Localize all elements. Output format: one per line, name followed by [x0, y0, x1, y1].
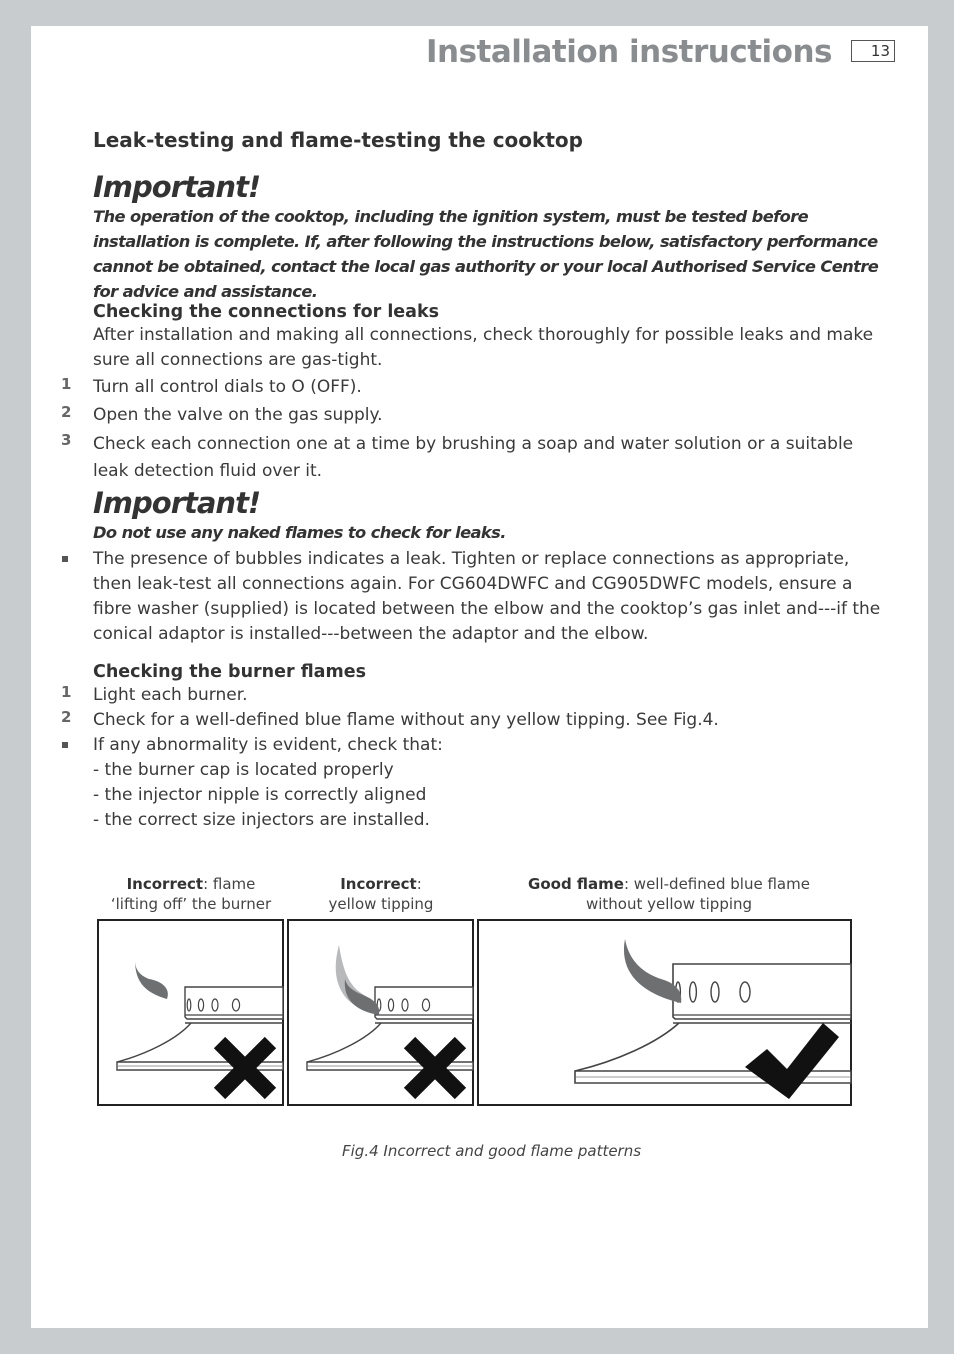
important-text: The operation of the cooktop, including the ignition system, must be tested before installation is complete. If, after following the instructions below, satisfactory performance cannot be obtained, contact the local gas authority or your local Authorised Service Centre for advice and assistance.	[93, 207, 879, 301]
figure-panel-label-good	[477, 874, 861, 914]
list-item	[61, 375, 893, 400]
figure-panel-lifting	[97, 919, 284, 1106]
step-text: Turn all control dials to O (OFF).	[93, 377, 362, 397]
page-number: 13	[851, 40, 895, 62]
figure-panel-label-lifting	[97, 874, 285, 914]
leaks-heading: Checking the connections for leaks	[93, 302, 440, 322]
important-heading: Important!	[93, 170, 261, 204]
panel-label-rest: : flame	[203, 875, 256, 893]
bubbles-bullet	[93, 547, 893, 647]
bullet-text: If any abnormality is evident, check that:	[93, 735, 443, 755]
step-number: 2	[61, 708, 72, 726]
panel-label-rest: :	[416, 875, 422, 893]
leaks-intro: After installation and making all connections, check thoroughly for possible leaks and make sure all connections are gas-tight.	[93, 325, 874, 370]
panel-label-bold: Incorrect	[126, 875, 204, 893]
list-item	[61, 403, 893, 428]
step-text: Check for a well-defined blue flame without any yellow tipping. See Fig.4.	[93, 710, 719, 730]
flames-heading: Checking the burner flames	[93, 662, 367, 682]
section-title: Leak-testing and flame-testing the cooktop	[93, 128, 583, 152]
page	[31, 26, 928, 1328]
panel-label-bold: Good flame	[528, 875, 624, 893]
panel-label-bold: Incorrect	[340, 875, 417, 893]
panel-label-line2: without yellow tipping	[585, 895, 753, 913]
figure-panel-yellow-tipping	[287, 919, 474, 1106]
figure-caption: Fig.4 Incorrect and good flame patterns	[342, 1142, 642, 1160]
list-item	[93, 547, 893, 647]
panel-label-line2: yellow tipping	[328, 895, 434, 913]
important-notice-2	[93, 486, 893, 545]
step-number: 1	[61, 375, 72, 393]
step-text: Check each connection one at a time by brushing a soap and water solution or a suitable leak detection fluid over it.	[93, 434, 854, 481]
page-header-title: Installation instructions	[425, 34, 832, 70]
bullet-square	[62, 556, 68, 562]
flames-section	[61, 662, 893, 833]
check-item: - the correct size injectors are installed.	[93, 810, 430, 830]
list-item	[61, 431, 893, 485]
step-text: Light each burner.	[93, 685, 248, 705]
list-item	[61, 708, 893, 733]
important-notice-1	[93, 170, 893, 304]
figure-panel-good-flame	[477, 919, 852, 1106]
panel-label-line2: ‘lifting off’ the burner	[110, 895, 272, 913]
step-number: 3	[61, 431, 72, 449]
important-heading: Important!	[93, 486, 261, 520]
check-item: - the injector nipple is correctly aligned	[93, 785, 427, 805]
step-number: 1	[61, 683, 72, 701]
step-text: Open the valve on the gas supply.	[93, 405, 383, 425]
panel-label-rest: : well-defined blue flame	[623, 875, 810, 893]
leaks-section	[61, 302, 893, 485]
section-title-block	[93, 128, 893, 152]
figure-panel-label-yellow	[287, 874, 475, 914]
list-item	[61, 683, 893, 708]
step-number: 2	[61, 403, 72, 421]
important-text: Do not use any naked flames to check for leaks.	[93, 523, 506, 542]
check-item: - the burner cap is located properly	[93, 760, 394, 780]
bullet-text: The presence of bubbles indicates a leak. Tighten or replace connections as appropriate, then leak-test all connections again. For CG604DWFC and CG905DWFC models, ensure a fibre washer (supplied) is located between the elbow and the cooktop’s gas inlet and---if the conical adaptor is installed---between the adaptor and the elbow.	[93, 549, 881, 644]
list-item	[93, 733, 893, 758]
bullet-square	[62, 742, 68, 748]
